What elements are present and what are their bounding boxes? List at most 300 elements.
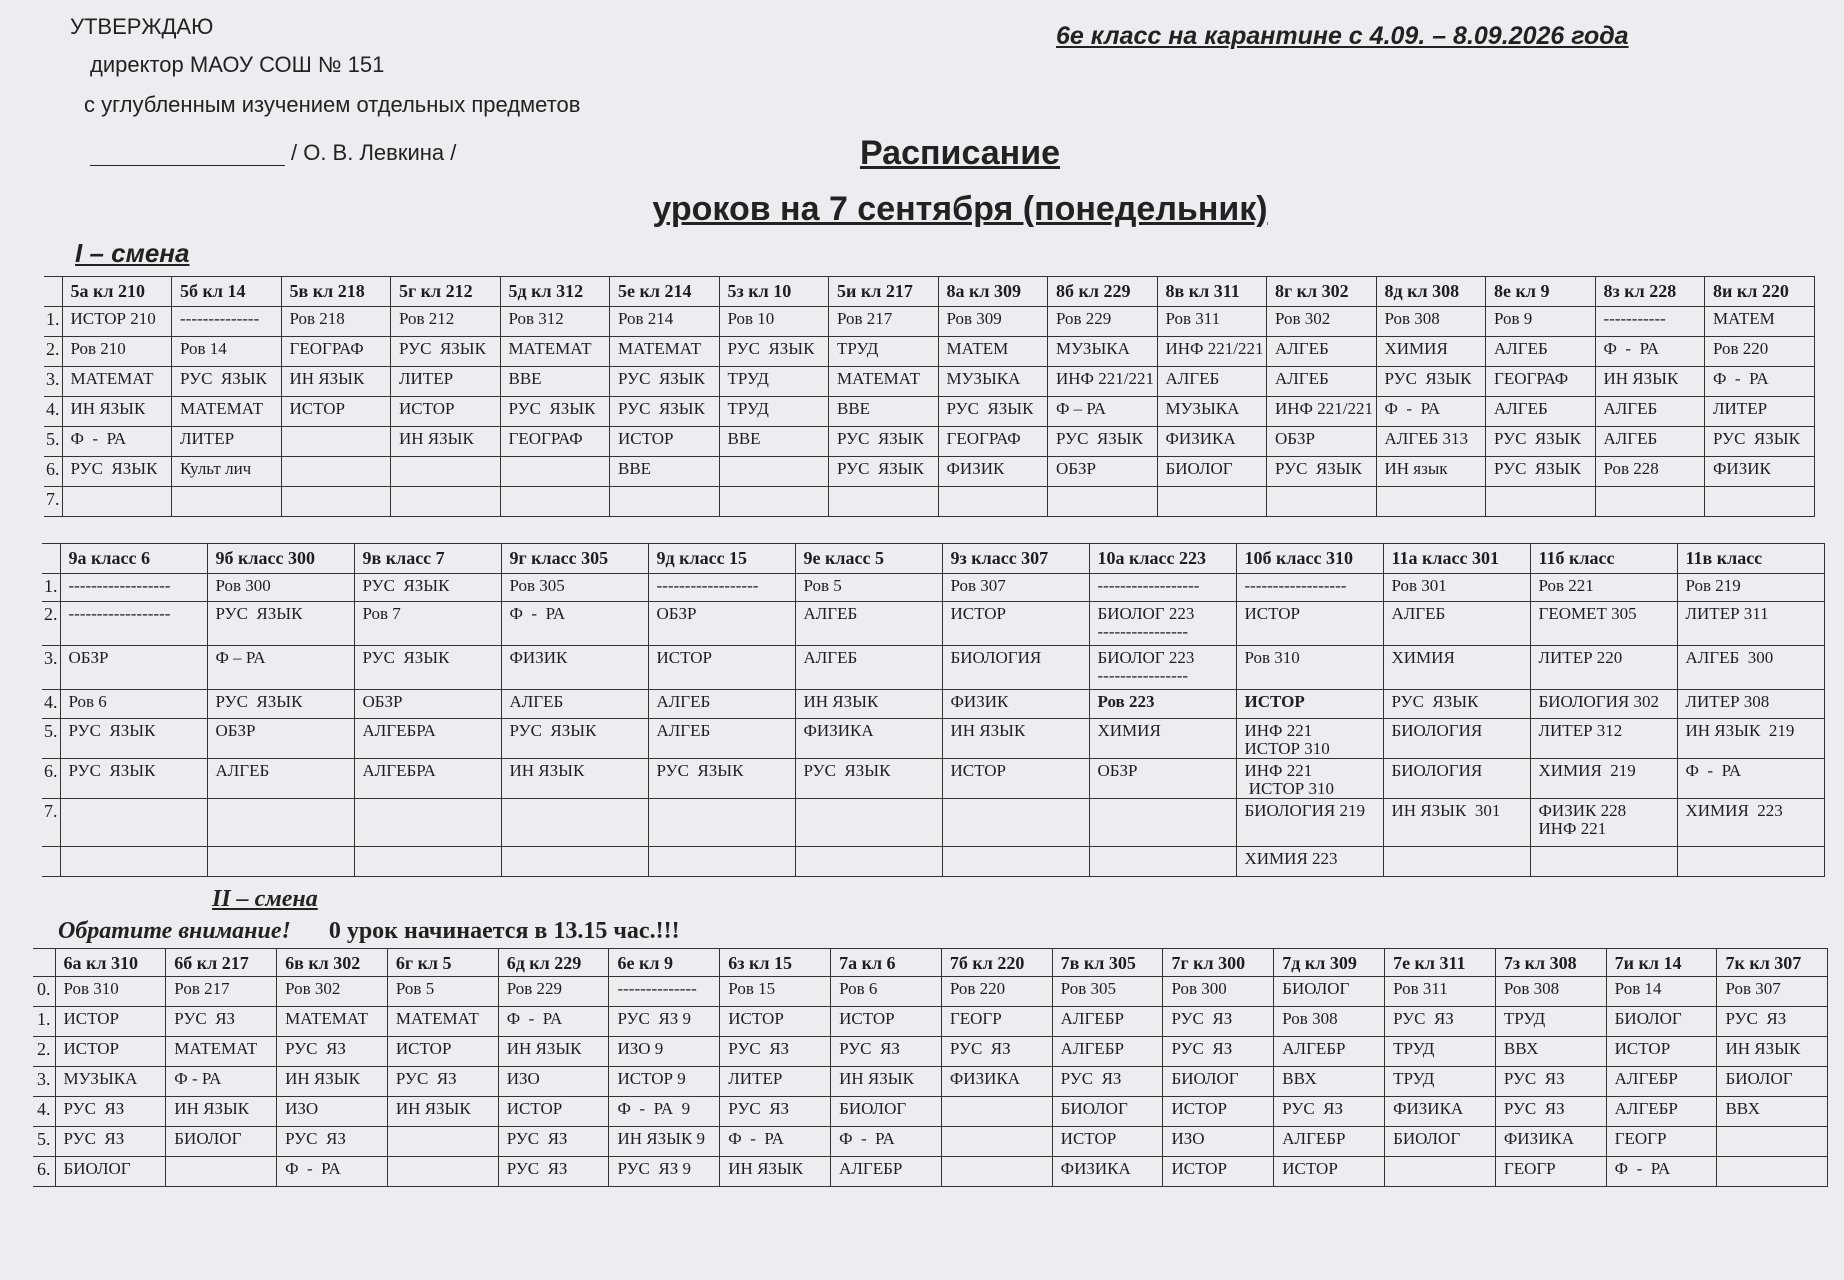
lesson-cell: ИН ЯЗЫК bbox=[166, 1097, 277, 1127]
lesson-number: 1. bbox=[33, 1007, 55, 1037]
lesson-cell: РУС ЯЗЫК bbox=[500, 397, 610, 427]
lesson-cell: РУС ЯЗ bbox=[387, 1067, 498, 1097]
lesson-cell: РУС ЯЗЫК bbox=[610, 367, 720, 397]
lesson-cell: ХИМИЯ bbox=[1089, 719, 1236, 759]
lesson-cell bbox=[1385, 1157, 1496, 1187]
lesson-cell: АЛГЕБ bbox=[648, 719, 795, 759]
class-header: 6д кл 229 bbox=[498, 949, 609, 977]
lesson-cell: РУС ЯЗ bbox=[720, 1097, 831, 1127]
lesson-cell: БИОЛОГ bbox=[1717, 1067, 1828, 1097]
class-header: 5з кл 10 bbox=[719, 277, 829, 307]
lesson-cell: БИОЛОГ bbox=[166, 1127, 277, 1157]
lesson-cell: Ров 5 bbox=[387, 977, 498, 1007]
lesson-number: 2. bbox=[42, 602, 60, 646]
lesson-cell: Ров 300 bbox=[207, 574, 354, 602]
lesson-cell: ВВЕ bbox=[719, 427, 829, 457]
lesson-cell: ЛИТЕР bbox=[172, 427, 282, 457]
lesson-cell: ТРУД bbox=[719, 397, 829, 427]
lesson-cell: РУС ЯЗ bbox=[1163, 1037, 1274, 1067]
lesson-cell: Ров 218 bbox=[281, 307, 391, 337]
lesson-cell bbox=[1089, 847, 1236, 877]
lesson-cell: БИОЛОГИЯ bbox=[1383, 759, 1530, 799]
table-row bbox=[33, 1127, 1828, 1157]
lesson-cell: РУС ЯЗ bbox=[1163, 1007, 1274, 1037]
lesson-cell: Ров 307 bbox=[942, 574, 1089, 602]
lesson-cell: ИСТОР bbox=[387, 1037, 498, 1067]
lesson-cell: ИН ЯЗЫК bbox=[391, 427, 501, 457]
lesson-cell bbox=[941, 1127, 1052, 1157]
lesson-cell: АЛГЕБ 300 bbox=[1677, 646, 1824, 690]
lesson-cell: ИСТОР 9 bbox=[609, 1067, 720, 1097]
lesson-number: 5. bbox=[42, 719, 60, 759]
table-row bbox=[33, 1097, 1828, 1127]
lesson-cell bbox=[207, 847, 354, 877]
lesson-cell: ТРУД bbox=[1385, 1067, 1496, 1097]
class-header: 11в класс bbox=[1677, 544, 1824, 574]
lesson-cell: РУС ЯЗЫК bbox=[60, 719, 207, 759]
lesson-cell: Ров 302 bbox=[277, 977, 388, 1007]
lesson-cell: ИСТОР bbox=[1236, 602, 1383, 646]
lesson-cell: МАТЕМАТ bbox=[610, 337, 720, 367]
lesson-cell: АЛГЕБР bbox=[1052, 1007, 1163, 1037]
lesson-cell: Ров 310 bbox=[1236, 646, 1383, 690]
shift-1-label: I – смена bbox=[75, 238, 190, 268]
lesson-cell bbox=[610, 487, 720, 517]
page-subtitle: уроков на 7 сентября (понедельник) bbox=[652, 190, 1268, 228]
lesson-cell: РУС ЯЗЫК bbox=[62, 457, 172, 487]
lesson-cell: Ф - РА bbox=[501, 602, 648, 646]
lesson-cell: ИНФ 221 ИСТОР 310 bbox=[1236, 759, 1383, 799]
lesson-cell: ИСТОР bbox=[1163, 1097, 1274, 1127]
lesson-cell: ТРУД bbox=[1495, 1007, 1606, 1037]
table-row bbox=[42, 719, 1824, 759]
lesson-cell bbox=[172, 487, 282, 517]
lesson-cell bbox=[166, 1157, 277, 1187]
lesson-cell: МАТЕМАТ bbox=[277, 1007, 388, 1037]
lesson-cell: АЛГЕБ bbox=[1486, 397, 1596, 427]
row-number-header bbox=[33, 949, 55, 977]
lesson-cell: РУС ЯЗЫК bbox=[172, 367, 282, 397]
lesson-cell: Ров 217 bbox=[829, 307, 939, 337]
lesson-cell: Ров 212 bbox=[391, 307, 501, 337]
class-header: 6а кл 310 bbox=[55, 949, 166, 977]
header-row bbox=[44, 277, 1814, 307]
lesson-number: 6. bbox=[42, 759, 60, 799]
lesson-cell: ХИМИЯ bbox=[1376, 337, 1486, 367]
lesson-cell: Ров 223 bbox=[1089, 690, 1236, 719]
lesson-cell: ГЕОГРАФ bbox=[281, 337, 391, 367]
lesson-cell: ------------------ bbox=[1236, 574, 1383, 602]
lesson-cell: ИСТОР bbox=[1236, 690, 1383, 719]
lesson-cell: Ров 229 bbox=[498, 977, 609, 1007]
class-header: 9д класс 15 bbox=[648, 544, 795, 574]
lesson-cell: РУС ЯЗ bbox=[277, 1127, 388, 1157]
class-header: 9а класс 6 bbox=[60, 544, 207, 574]
lesson-cell: БИОЛОГИЯ bbox=[1383, 719, 1530, 759]
lesson-number: 5. bbox=[33, 1127, 55, 1157]
lesson-cell: АЛГЕБ bbox=[1157, 367, 1267, 397]
lesson-cell: ВВХ bbox=[1495, 1037, 1606, 1067]
lesson-cell: ИН ЯЗЫК 219 bbox=[1677, 719, 1824, 759]
lesson-cell bbox=[391, 487, 501, 517]
lesson-cell: ИЗО bbox=[1163, 1127, 1274, 1157]
lesson-cell: Ф – РА bbox=[1048, 397, 1158, 427]
lesson-cell: ФИЗИК bbox=[501, 646, 648, 690]
lesson-cell: ИСТОР bbox=[498, 1097, 609, 1127]
lesson-cell: АЛГЕБ bbox=[795, 602, 942, 646]
lesson-cell: Ров 305 bbox=[501, 574, 648, 602]
lesson-cell: ФИЗИК bbox=[942, 690, 1089, 719]
lesson-cell: ИСТОР bbox=[610, 427, 720, 457]
lesson-cell: РУС ЯЗ bbox=[498, 1127, 609, 1157]
lesson-cell: РУС ЯЗ bbox=[1274, 1097, 1385, 1127]
class-header: 7и кл 14 bbox=[1606, 949, 1717, 977]
lesson-cell: ИН ЯЗЫК bbox=[1717, 1037, 1828, 1067]
lesson-number: 7. bbox=[44, 487, 62, 517]
lesson-cell: РУС ЯЗЫК bbox=[501, 719, 648, 759]
lesson-cell: АЛГЕБ bbox=[648, 690, 795, 719]
lesson-cell: БИОЛОГ bbox=[1606, 1007, 1717, 1037]
table-row bbox=[44, 367, 1814, 397]
lesson-cell bbox=[719, 487, 829, 517]
table-row bbox=[44, 457, 1814, 487]
lesson-cell: ГЕОГРАФ bbox=[1486, 367, 1596, 397]
lesson-cell: ИН ЯЗЫК bbox=[831, 1067, 942, 1097]
lesson-cell: Ров 6 bbox=[831, 977, 942, 1007]
lesson-cell: Ф - РА bbox=[498, 1007, 609, 1037]
zero-lesson-notice bbox=[58, 918, 680, 945]
lesson-cell: Ров 311 bbox=[1157, 307, 1267, 337]
class-header: 8а кл 309 bbox=[938, 277, 1048, 307]
lesson-cell bbox=[1376, 487, 1486, 517]
lesson-cell: Ров 229 bbox=[1048, 307, 1158, 337]
lesson-cell: БИОЛОГ bbox=[1163, 1067, 1274, 1097]
lesson-cell: АЛГЕБ bbox=[795, 646, 942, 690]
class-header: 7а кл 6 bbox=[831, 949, 942, 977]
lesson-cell: ГЕОГР bbox=[1606, 1127, 1717, 1157]
table-row bbox=[44, 307, 1814, 337]
lesson-cell bbox=[1267, 487, 1377, 517]
lesson-number: 6. bbox=[33, 1157, 55, 1187]
notice-lead: Обратите внимание! bbox=[58, 918, 291, 944]
lesson-cell: ЛИТЕР 308 bbox=[1677, 690, 1824, 719]
lesson-cell: Ров 221 bbox=[1530, 574, 1677, 602]
lesson-cell: ----------- bbox=[1595, 307, 1705, 337]
lesson-cell bbox=[1383, 847, 1530, 877]
lesson-cell: АЛГЕБ bbox=[501, 690, 648, 719]
table-row bbox=[33, 1037, 1828, 1067]
lesson-cell: АЛГЕБ bbox=[207, 759, 354, 799]
lesson-cell: РУС ЯЗЫК bbox=[354, 646, 501, 690]
lesson-cell: МУЗЫКА bbox=[55, 1067, 166, 1097]
lesson-cell: МУЗЫКА bbox=[1048, 337, 1158, 367]
lesson-cell: АЛГЕБР bbox=[1274, 1037, 1385, 1067]
class-header: 9е класс 5 bbox=[795, 544, 942, 574]
table-row bbox=[42, 759, 1824, 799]
lesson-cell: ГЕОГР bbox=[1495, 1157, 1606, 1187]
class-header: 7г кл 300 bbox=[1163, 949, 1274, 977]
lesson-cell: ИСТОР bbox=[1606, 1037, 1717, 1067]
lesson-cell: -------------- bbox=[172, 307, 282, 337]
shift-2-label: II – смена bbox=[212, 886, 318, 912]
lesson-cell: ИНФ 221/221 bbox=[1157, 337, 1267, 367]
page-title: Расписание bbox=[859, 134, 1061, 172]
class-header: 6г кл 5 bbox=[387, 949, 498, 977]
lesson-cell: РУС ЯЗЫК bbox=[829, 427, 939, 457]
lesson-cell: ИЗО bbox=[498, 1067, 609, 1097]
lesson-cell: АЛГЕБ bbox=[1595, 427, 1705, 457]
lesson-cell: ------------------ bbox=[1089, 574, 1236, 602]
lesson-cell bbox=[62, 487, 172, 517]
lesson-cell: ИСТОР bbox=[1163, 1157, 1274, 1187]
table-row bbox=[44, 397, 1814, 427]
lesson-cell: Ров 9 bbox=[1486, 307, 1596, 337]
class-header: 7в кл 305 bbox=[1052, 949, 1163, 977]
lesson-cell: Ров 311 bbox=[1385, 977, 1496, 1007]
class-header: 8з кл 228 bbox=[1595, 277, 1705, 307]
class-header: 10б класс 310 bbox=[1236, 544, 1383, 574]
lesson-cell bbox=[501, 799, 648, 847]
lesson-cell: МАТЕМАТ bbox=[500, 337, 610, 367]
lesson-cell: ИСТОР bbox=[942, 759, 1089, 799]
lesson-cell: ХИМИЯ bbox=[1383, 646, 1530, 690]
lesson-cell: РУС ЯЗ bbox=[166, 1007, 277, 1037]
lesson-cell: ИСТОР bbox=[720, 1007, 831, 1037]
lesson-cell: ФИЗИКА bbox=[1495, 1127, 1606, 1157]
lesson-cell: МАТЕМ bbox=[1705, 307, 1815, 337]
lesson-cell: Ров 312 bbox=[500, 307, 610, 337]
table-row bbox=[42, 602, 1824, 646]
lesson-number: 0. bbox=[33, 977, 55, 1007]
lesson-number: 1. bbox=[44, 307, 62, 337]
lesson-number: 2. bbox=[33, 1037, 55, 1067]
class-header: 9в класс 7 bbox=[354, 544, 501, 574]
lesson-cell bbox=[354, 847, 501, 877]
row-number-header bbox=[44, 277, 62, 307]
lesson-cell: ИСТОР bbox=[648, 646, 795, 690]
lesson-cell: Ров 219 bbox=[1677, 574, 1824, 602]
lesson-number: 2. bbox=[44, 337, 62, 367]
lesson-cell: РУС ЯЗ bbox=[55, 1097, 166, 1127]
lesson-cell: БИОЛОГ bbox=[1274, 977, 1385, 1007]
lesson-cell: МАТЕМАТ bbox=[172, 397, 282, 427]
lesson-cell: Ров 301 bbox=[1383, 574, 1530, 602]
class-header: 9г класс 305 bbox=[501, 544, 648, 574]
lesson-cell: БИОЛОГИЯ 219 bbox=[1236, 799, 1383, 847]
class-header: 6е кл 9 bbox=[609, 949, 720, 977]
lesson-cell: Ф - РА bbox=[1376, 397, 1486, 427]
lesson-number: 7. bbox=[42, 799, 60, 847]
class-header: 6в кл 302 bbox=[277, 949, 388, 977]
class-header: 7б кл 220 bbox=[941, 949, 1052, 977]
approval-label: УТВЕРЖДАЮ bbox=[70, 14, 214, 39]
lesson-cell: ИСТОР bbox=[1274, 1157, 1385, 1187]
lesson-cell bbox=[1705, 487, 1815, 517]
lesson-cell bbox=[1717, 1127, 1828, 1157]
lesson-cell: ЛИТЕР bbox=[391, 367, 501, 397]
lesson-number: 1. bbox=[42, 574, 60, 602]
lesson-cell: Ров 308 bbox=[1274, 1007, 1385, 1037]
lesson-cell: ОБЗР bbox=[1267, 427, 1377, 457]
class-header: 8г кл 302 bbox=[1267, 277, 1377, 307]
table-row bbox=[44, 487, 1814, 517]
lesson-cell: Ров 214 bbox=[610, 307, 720, 337]
table-row bbox=[33, 1067, 1828, 1097]
lesson-cell: ИНФ 221/221 bbox=[1048, 367, 1158, 397]
lesson-number bbox=[42, 847, 60, 877]
lesson-cell: ИНФ 221 ИСТОР 310 bbox=[1236, 719, 1383, 759]
lesson-cell: ИН ЯЗЫК 9 bbox=[609, 1127, 720, 1157]
lesson-cell: Ров 300 bbox=[1163, 977, 1274, 1007]
class-header: 8и кл 220 bbox=[1705, 277, 1815, 307]
lesson-cell: Ров 305 bbox=[1052, 977, 1163, 1007]
table-row bbox=[33, 1157, 1828, 1187]
lesson-cell: ------------------ bbox=[60, 574, 207, 602]
lesson-cell: Ров 5 bbox=[795, 574, 942, 602]
lesson-cell bbox=[1717, 1157, 1828, 1187]
class-header: 5и кл 217 bbox=[829, 277, 939, 307]
lesson-number: 4. bbox=[33, 1097, 55, 1127]
lesson-cell: РУС ЯЗ bbox=[277, 1037, 388, 1067]
lesson-cell bbox=[1157, 487, 1267, 517]
lesson-cell: РУС ЯЗ 9 bbox=[609, 1157, 720, 1187]
lesson-cell: ОБЗР bbox=[354, 690, 501, 719]
class-header: 8в кл 311 bbox=[1157, 277, 1267, 307]
lesson-cell: РУС ЯЗЫК bbox=[1048, 427, 1158, 457]
lesson-cell bbox=[938, 487, 1048, 517]
lesson-cell: ВВЕ bbox=[610, 457, 720, 487]
lesson-cell bbox=[941, 1097, 1052, 1127]
class-header: 5а кл 210 bbox=[62, 277, 172, 307]
lesson-cell: БИОЛОГИЯ 302 bbox=[1530, 690, 1677, 719]
lesson-cell: ВВХ bbox=[1274, 1067, 1385, 1097]
lesson-cell: ЛИТЕР 311 bbox=[1677, 602, 1824, 646]
lesson-cell bbox=[648, 799, 795, 847]
class-header: 9б класс 300 bbox=[207, 544, 354, 574]
lesson-cell: РУС ЯЗЫК bbox=[354, 574, 501, 602]
lesson-cell: ФИЗИК bbox=[938, 457, 1048, 487]
class-header: 7д кл 309 bbox=[1274, 949, 1385, 977]
lesson-cell: РУС ЯЗ bbox=[720, 1037, 831, 1067]
lesson-cell: ТРУД bbox=[719, 367, 829, 397]
lesson-cell bbox=[1595, 487, 1705, 517]
lesson-cell: ХИМИЯ 223 bbox=[1677, 799, 1824, 847]
lesson-cell: ФИЗИКА bbox=[941, 1067, 1052, 1097]
lesson-cell: АЛГЕБ bbox=[1486, 337, 1596, 367]
lesson-cell: АЛГЕБР bbox=[1606, 1067, 1717, 1097]
lesson-cell: ОБЗР bbox=[1048, 457, 1158, 487]
class-header: 8б кл 229 bbox=[1048, 277, 1158, 307]
lesson-cell bbox=[1089, 799, 1236, 847]
lesson-cell bbox=[281, 427, 391, 457]
class-header: 10а класс 223 bbox=[1089, 544, 1236, 574]
lesson-cell: Ров 14 bbox=[172, 337, 282, 367]
lesson-cell: Ф – РА bbox=[207, 646, 354, 690]
lesson-cell: МАТЕМАТ bbox=[829, 367, 939, 397]
lesson-number: 6. bbox=[44, 457, 62, 487]
class-header: 5г кл 212 bbox=[391, 277, 501, 307]
lesson-cell: РУС ЯЗ bbox=[831, 1037, 942, 1067]
lesson-cell bbox=[648, 847, 795, 877]
lesson-cell: БИОЛОГ bbox=[831, 1097, 942, 1127]
class-header: 5е кл 214 bbox=[610, 277, 720, 307]
lesson-cell: ВВХ bbox=[1717, 1097, 1828, 1127]
lesson-cell: ФИЗИКА bbox=[1385, 1097, 1496, 1127]
lesson-cell: МАТЕМАТ bbox=[62, 367, 172, 397]
lesson-cell: ВВЕ bbox=[829, 397, 939, 427]
lesson-cell bbox=[942, 847, 1089, 877]
lesson-cell: Ров 308 bbox=[1495, 977, 1606, 1007]
lesson-cell: РУС ЯЗ bbox=[55, 1127, 166, 1157]
lesson-cell: АЛГЕБ bbox=[1595, 397, 1705, 427]
lesson-cell: АЛГЕБ bbox=[1267, 367, 1377, 397]
table-row bbox=[44, 427, 1814, 457]
lesson-cell: Ф - РА bbox=[1705, 367, 1815, 397]
lesson-cell: Ров 308 bbox=[1376, 307, 1486, 337]
lesson-cell: ЛИТЕР 312 bbox=[1530, 719, 1677, 759]
lesson-cell: ИСТОР bbox=[55, 1007, 166, 1037]
lesson-cell: БИОЛОГ bbox=[1157, 457, 1267, 487]
lesson-cell: БИОЛОГ bbox=[55, 1157, 166, 1187]
class-header: 11б класс bbox=[1530, 544, 1677, 574]
lesson-cell bbox=[500, 457, 610, 487]
lesson-cell: РУС ЯЗЫК bbox=[648, 759, 795, 799]
quarantine-notice: 6е класс на карантине с 4.09. – 8.09.2026 года bbox=[1056, 22, 1629, 50]
lesson-cell: ЛИТЕР 220 bbox=[1530, 646, 1677, 690]
lesson-cell: РУС ЯЗ bbox=[1495, 1067, 1606, 1097]
lesson-cell: Ф - РА 9 bbox=[609, 1097, 720, 1127]
lesson-cell: ИСТОР bbox=[1052, 1127, 1163, 1157]
shift-1-grades-5-8-table bbox=[44, 276, 1815, 517]
lesson-cell: АЛГЕБРА bbox=[354, 759, 501, 799]
class-header: 6з кл 15 bbox=[720, 949, 831, 977]
class-header: 11а класс 301 bbox=[1383, 544, 1530, 574]
lesson-cell: МУЗЫКА bbox=[938, 367, 1048, 397]
lesson-cell: РУС ЯЗЫК bbox=[795, 759, 942, 799]
lesson-number: 3. bbox=[44, 367, 62, 397]
lesson-cell: ГЕОГРАФ bbox=[938, 427, 1048, 457]
lesson-cell bbox=[60, 799, 207, 847]
lesson-cell: ИН ЯЗЫК bbox=[498, 1037, 609, 1067]
lesson-cell: РУС ЯЗЫК bbox=[1486, 427, 1596, 457]
lesson-cell: РУС ЯЗЫК bbox=[829, 457, 939, 487]
lesson-cell: Ф - РА bbox=[166, 1067, 277, 1097]
lesson-cell: ИН ЯЗЫК bbox=[387, 1097, 498, 1127]
lesson-cell: Ров 210 bbox=[62, 337, 172, 367]
lesson-cell: РУС ЯЗ bbox=[1385, 1007, 1496, 1037]
lesson-cell bbox=[719, 457, 829, 487]
lesson-cell: ОБЗР bbox=[207, 719, 354, 759]
lesson-cell: -------------- bbox=[609, 977, 720, 1007]
lesson-cell: МАТЕМАТ bbox=[166, 1037, 277, 1067]
lesson-cell: ХИМИЯ 223 bbox=[1236, 847, 1383, 877]
table-row bbox=[42, 690, 1824, 719]
lesson-cell: Ров 217 bbox=[166, 977, 277, 1007]
lesson-cell: РУС ЯЗЫК bbox=[1376, 367, 1486, 397]
lesson-cell bbox=[795, 799, 942, 847]
class-header: 5д кл 312 bbox=[500, 277, 610, 307]
lesson-cell: ИН ЯЗЫК bbox=[501, 759, 648, 799]
signature-name: / О. В. Левкина / bbox=[291, 140, 457, 165]
lesson-cell: ТРУД bbox=[1385, 1037, 1496, 1067]
lesson-cell: РУС ЯЗЫК bbox=[391, 337, 501, 367]
class-header: 9з класс 307 bbox=[942, 544, 1089, 574]
lesson-cell: ИСТОР 210 bbox=[62, 307, 172, 337]
lesson-cell bbox=[354, 799, 501, 847]
lesson-cell: ------------------ bbox=[60, 602, 207, 646]
lesson-cell: ВВЕ bbox=[500, 367, 610, 397]
lesson-number: 3. bbox=[42, 646, 60, 690]
